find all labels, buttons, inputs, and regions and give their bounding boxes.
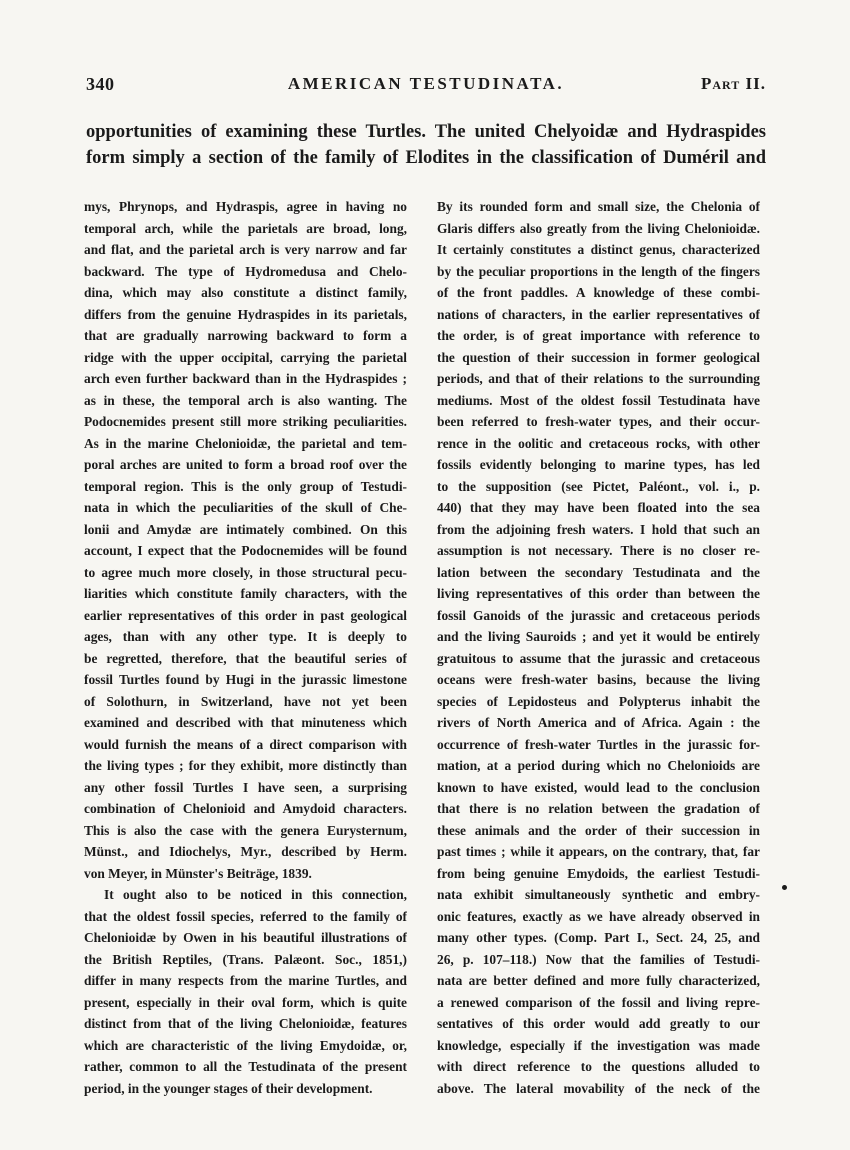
text-line: and flat, and the parietal arch is very narrow and far <box>84 242 407 257</box>
text-line: past times ; while it appears, on the contrary, that, far <box>437 844 760 859</box>
text-line: the living types ; for they exhibit, more distinctly than <box>84 758 407 773</box>
text-line: It certainly constitutes a distinct genus, characterized <box>437 242 760 257</box>
text-line: nata are better defined and more fully characterized, <box>437 973 760 988</box>
text-line: von Meyer, in Münster's Beiträge, 1839. <box>84 865 312 881</box>
text-line: the order, is of great importance with reference to <box>437 328 760 343</box>
text-line: Chelonioidæ by Owen in his beautiful illustrations of <box>84 930 407 945</box>
text-line: fossil Ganoids of the jurassic and cretaceous periods <box>437 607 760 623</box>
text-line: and the living Sauroids ; and yet it would be entirely <box>437 629 760 644</box>
text-line: opportunities of examining these Turtles. The united Chelyoidæ and Hydraspides <box>86 122 766 142</box>
text-line: which are characteristic of the living Emydoidæ, or, <box>84 1037 407 1053</box>
text-line: of the front paddles. A knowledge of these combi- <box>437 285 760 300</box>
text-line: oceans were fresh-water basins, because the living <box>437 672 760 687</box>
text-line: that there is no relation between the gradation of <box>437 801 760 816</box>
text-line: As in the marine Chelonioidæ, the parietal and tem- <box>84 435 407 451</box>
text-line: Glaris differs also greatly from the living Chelonioidæ. <box>437 220 760 236</box>
left-column <box>84 196 407 1099</box>
running-title: AMERICAN TESTUDINATA. <box>287 74 565 93</box>
text-line: examined and described with that minuteness which <box>84 715 407 730</box>
text-line: living representatives of this order than between the <box>437 586 760 601</box>
text-line: from being genuine Emydoids, the earliest Testudi- <box>437 865 760 881</box>
lead-paragraph <box>86 119 766 171</box>
text-line: any other fossil Turtles I have seen, a surprising <box>84 779 407 795</box>
text-line: from the adjoining fresh waters. I hold that such an <box>437 521 760 537</box>
text-line: differs from the genuine Hydraspides in its parietals, <box>84 306 407 322</box>
text-line: nata exhibit simultaneously synthetic and embry- <box>437 887 760 902</box>
text-line: 440) that they may have been floated into the sea <box>437 500 760 515</box>
text-line: the British Reptiles, (Trans. Palæont. Soc., 1851,) <box>84 951 407 967</box>
text-line: arch even further backward than in the Hydraspides ; <box>84 371 407 386</box>
text-line: to agree much more closely, in those structural pecu- <box>84 564 407 580</box>
text-line: This is also the case with the genera Eurysternum, <box>84 822 407 838</box>
page-number: 340 <box>86 74 115 94</box>
text-line: earlier representatives of this order in past geological <box>84 607 407 623</box>
text-line: be regretted, therefore, that the beautiful series of <box>84 650 407 666</box>
text-line: poral arches are united to form a broad roof over the <box>84 457 407 472</box>
text-line: many other types. (Comp. Part I., Sect. 24, 25, and <box>437 930 760 945</box>
text-line: would furnish the means of a direct comparison with <box>84 736 407 752</box>
part-label: Part II. <box>700 74 766 93</box>
text-line: rence in the oolitic and cretaceous rocks, with other <box>437 435 760 451</box>
text-line: mediums. Most of the oldest fossil Testudinata have <box>437 392 760 408</box>
text-line: account, I expect that the Podocnemides will be found <box>84 543 407 558</box>
text-line: ridge with the upper occipital, carrying the parietal <box>84 349 407 365</box>
text-line: the question of their succession in former geological <box>437 349 760 365</box>
text-line: By its rounded form and small size, the Chelonia of <box>437 199 760 214</box>
text-line: sentatives of this order would add greatly to our <box>437 1016 760 1031</box>
text-line: period, in the younger stages of their development. <box>84 1080 373 1096</box>
text-line: above. The lateral movability of the neck of the <box>437 1080 760 1096</box>
text-line: been referred to fresh-water types, and their occur- <box>437 414 760 429</box>
text-line: rather, common to all the Testudinata of the present <box>84 1059 407 1074</box>
text-line: distinct from that of the living Chelonioidæ, features <box>84 1016 407 1031</box>
text-line: gratuitous to assume that the jurassic and cretaceous <box>437 650 760 666</box>
text-line: Münst., and Idiochelys, Myr., described by Herm. <box>84 844 407 859</box>
text-line: knowledge, especially if the investigation was made <box>437 1037 760 1053</box>
text-line: ages, than with any other type. It is deeply to <box>84 629 407 644</box>
text-line: nata in which the peculiarities of the skull of Che- <box>84 500 407 515</box>
text-line: temporal region. This is the only group of Testudi- <box>84 478 407 494</box>
text-line: nations of characters, in the earlier representatives of <box>437 306 760 322</box>
text-line: that the oldest fossil species, referred to the family of <box>84 908 407 924</box>
text-line: onic features, exactly as we have already observed in <box>437 908 760 924</box>
page-header <box>86 74 766 100</box>
text-line: that are gradually narrowing backward to form a <box>84 328 407 343</box>
text-line: by the peculiar proportions in the length of the fingers <box>437 263 760 279</box>
text-line: assumption is not necessary. There is no closer re- <box>437 543 760 558</box>
text-line: differ in many respects from the marine Turtles, and <box>84 973 407 988</box>
text-line: Podocnemides present still more striking peculiarities. <box>84 414 407 429</box>
text-line: fossils evidently belonging to marine types, has led <box>437 457 760 472</box>
text-line: known to have existed, would lead to the conclusion <box>437 779 760 795</box>
text-line: 26, p. 107–118.) Now that the families of Testudi- <box>437 951 760 967</box>
text-line: lation between the secondary Testudinata and the <box>437 564 760 580</box>
right-column <box>437 196 760 1099</box>
text-line: mys, Phrynops, and Hydraspis, agree in having no <box>84 199 407 214</box>
text-line: temporal arch, while the parietals are broad, long, <box>84 220 407 236</box>
text-line: of Solothurn, in Switzerland, have not yet been <box>84 693 407 709</box>
text-line: backward. The type of Hydromedusa and Chelo- <box>84 263 407 279</box>
text-line: with direct reference to the questions alluded to <box>437 1059 760 1074</box>
text-line: these animals and the order of their succession in <box>437 822 760 838</box>
text-line: mation, at a period during which no Chelonioids are <box>437 758 760 773</box>
text-line: rivers of North America and of Africa. Again : the <box>437 715 760 730</box>
text-line: species of Lepidosteus and Polypterus inhabit the <box>437 693 760 709</box>
text-line: present, especially in their oval form, which is quite <box>84 994 407 1010</box>
text-line: as in these, the temporal arch is also wanting. The <box>84 392 407 408</box>
text-line: form simply a section of the family of Elodites in the classification of Duméril and <box>86 148 766 168</box>
text-line: liarities which constitute family characters, with the <box>84 586 407 601</box>
text-line: dina, which may also constitute a distinct family, <box>84 285 407 300</box>
text-line: fossil Turtles found by Hugi in the jurassic limestone <box>84 672 407 687</box>
text-line: combination of Chelonioid and Amydoid characters. <box>84 801 407 816</box>
text-line: a renewed comparison of the fossil and living repre- <box>437 994 760 1010</box>
text-line: periods, and that of their relations to the surrounding <box>437 371 760 386</box>
text-line: occurrence of fresh-water Turtles in the jurassic for- <box>437 736 760 752</box>
ink-dot-mark <box>782 885 787 890</box>
text-line: lonii and Amydæ are intimately combined. On this <box>84 521 407 537</box>
text-line: to the supposition (see Pictet, Paléont., vol. i., p. <box>437 478 760 494</box>
text-line: It ought also to be noticed in this connection, <box>104 887 407 902</box>
